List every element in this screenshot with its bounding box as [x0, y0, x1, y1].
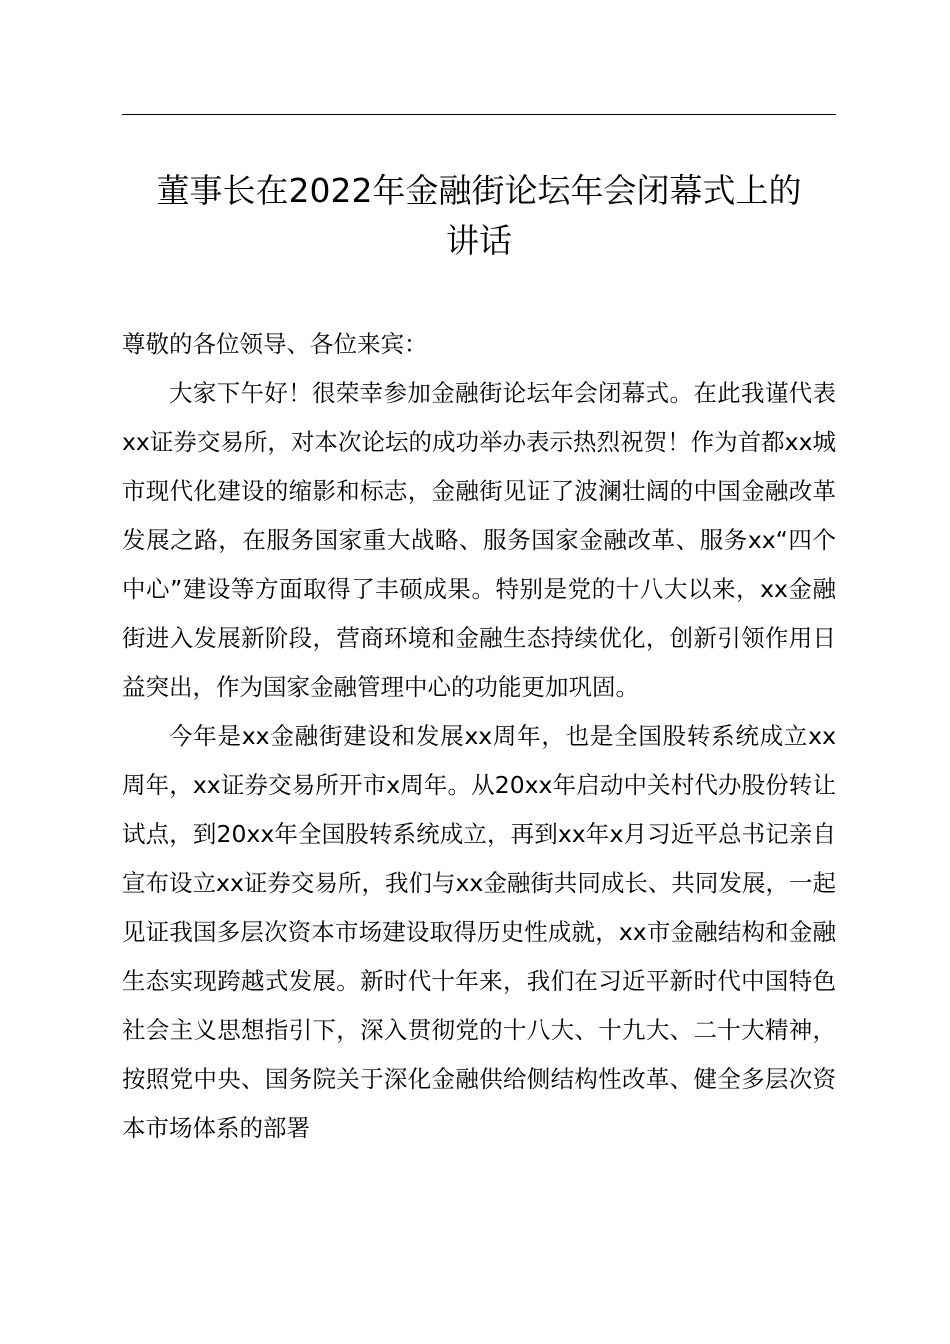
- page-title: [122, 166, 836, 266]
- document-body: [122, 320, 836, 1153]
- title-line-2: 讲话: [446, 221, 512, 260]
- paragraph-1: 大家下午好！很荣幸参加金融街论坛年会闭幕式。在此我谨代表xx证券交易所，对本次论坛的成功举办表示热烈祝贺！作为首都xx城市现代化建设的缩影和标志，金融街见证了波澜壮阔的中国金融改革发展之路，在服务国家重大战略、服务国家金融改革、服务xx“四个中心”建设等方面取得了丰硕成果。特别是党的十八大以来，xx金融街进入发展新阶段，营商环境和金融生态持续优化，创新引领作用日益突出，作为国家金融管理中心的功能更加巩固。: [122, 379, 836, 701]
- paragraph-2: 今年是xx金融街建设和发展xx周年，也是全国股转系统成立xx周年，xx证券交易所开市x周年。从20xx年启动中关村代办股份转让试点，到20xx年全国股转系统成立，再到xx年x月习近平总书记亲自宣布设立xx证券交易所，我们与xx金融街共同成长、共同发展，一起见证我国多层次资本市场建设取得历史性成就，xx市金融结构和金融生态实现跨越式发展。新时代十年来，我们在习近平新时代中国特色社会主义思想指引下，深入贯彻党的十八大、十九大、二十大精神，按照党中央、国务院关于深化金融供给侧结构性改革、健全多层次资本市场体系的部署: [122, 722, 836, 1142]
- header-rule: [122, 114, 836, 115]
- salutation: 尊敬的各位领导、各位来宾：: [122, 330, 428, 358]
- title-line-1: 董事长在2022年金融街论坛年会闭幕式上的: [156, 171, 802, 210]
